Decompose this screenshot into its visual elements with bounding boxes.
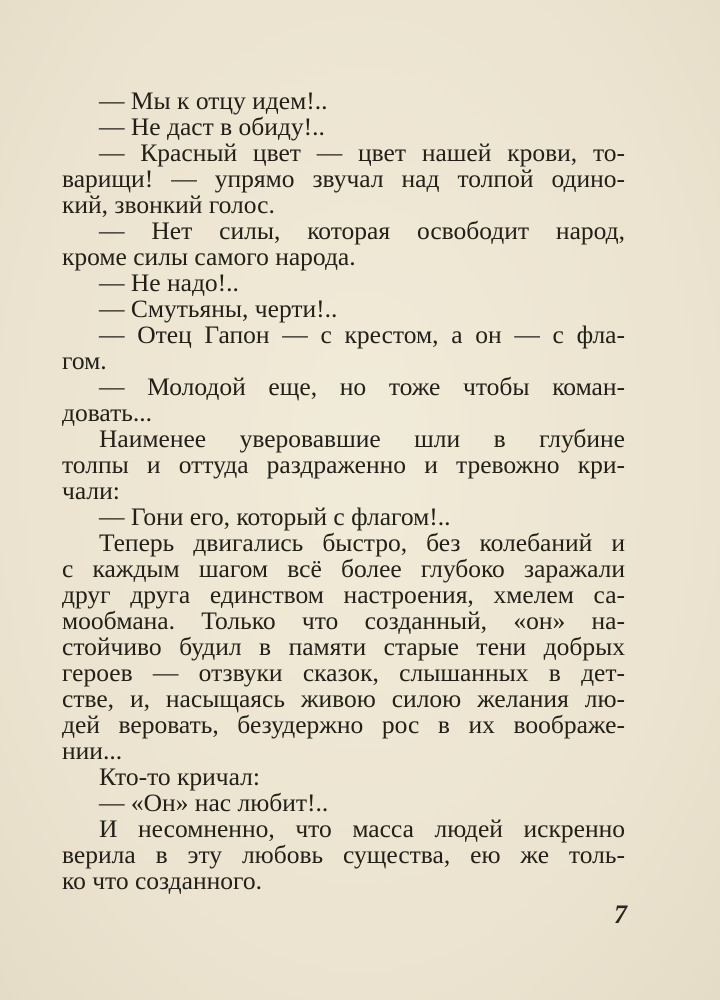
text-line: дей веровать, безудержно рос в их воображе- [62,710,625,739]
text-line: чали: [62,476,120,505]
text-line: Теперь двигались быстро, без колебаний и [99,528,625,557]
text-line: И несомненно, что масса людей искренно [99,814,625,843]
text-line: Кто-то кричал: [99,762,260,791]
text-line: — Не даст в обиду!.. [99,112,325,141]
text-line: толпы и оттуда раздраженно и тревожно кри- [62,450,625,479]
page-number: 7 [614,900,627,929]
text-line: — Красный цвет — цвет нашей крови, то- [99,138,625,167]
text-line: героев — отзвуки сказок, слышанных в дет- [62,658,625,687]
text-line: Наименее уверовавшие шли в глубине [99,424,625,453]
text-line: мообмана. Только что созданный, «он» на- [62,606,625,635]
text-line: верила в эту любовь существа, ею же толь- [62,840,625,869]
text-line: стойчиво будил в памяти старые тени добрых [62,632,625,661]
text-line: с каждым шагом всё более глубоко заражали [62,554,625,583]
text-line: довать... [62,398,152,427]
text-line: — Мы к отцу идем!.. [99,86,328,115]
text-line: гом. [62,346,107,375]
text-line: кроме силы самого народа. [62,242,356,271]
text-line: — Нет силы, которая освободит народ, [99,216,625,245]
text-line: — «Он» нас любит!.. [99,788,329,817]
text-line: нии... [62,736,123,765]
text-line: стве, и, насыщаясь живою силою желания лю- [62,684,625,713]
text-line: — Смутьяны, черти!.. [99,294,338,323]
text-line: — Не надо!.. [99,268,239,297]
text-line: варищи! — упрямо звучал над толпой одино- [62,164,625,193]
text-line: — Гони его, который с флагом!.. [99,502,451,531]
text-line: друг друга единством настроения, хмелем са- [62,580,625,609]
text-line: кий, звонкий голос. [62,190,275,219]
text-line: ко что созданного. [62,866,262,895]
text-line: — Молодой еще, но тоже чтобы коман- [99,372,625,401]
page-text [62,88,625,894]
text-line: — Отец Гапон — с крестом, а он — с фла- [99,320,625,349]
